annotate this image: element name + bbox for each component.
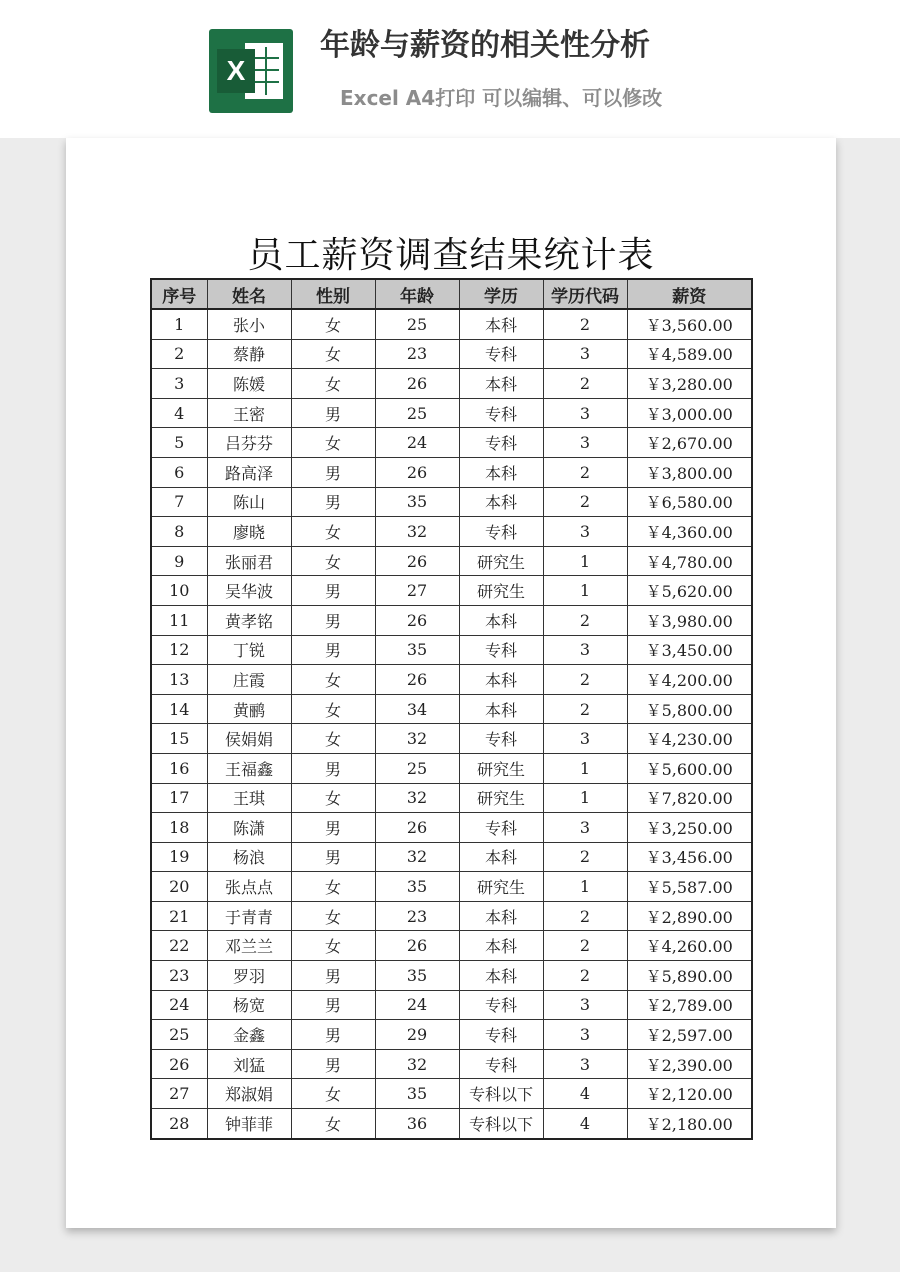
- table-cell: 男: [291, 990, 375, 1020]
- table-cell: ￥2,390.00: [627, 1049, 752, 1079]
- table-cell: 专科: [459, 724, 543, 754]
- table-cell: 25: [375, 753, 459, 783]
- table-cell: 金鑫: [207, 1020, 291, 1050]
- table-body: [151, 309, 752, 1139]
- table-cell: 杨宽: [207, 990, 291, 1020]
- table-cell: ￥6,580.00: [627, 487, 752, 517]
- table-cell: ￥4,360.00: [627, 517, 752, 547]
- table-cell: 16: [151, 753, 207, 783]
- table-cell: ￥7,820.00: [627, 783, 752, 813]
- table-cell: 26: [375, 665, 459, 695]
- table-cell: 22: [151, 931, 207, 961]
- table-cell: 3: [543, 724, 627, 754]
- table-cell: 研究生: [459, 753, 543, 783]
- table-row: [151, 487, 752, 517]
- table-cell: 3: [543, 1049, 627, 1079]
- table-cell: 专科以下: [459, 1079, 543, 1109]
- table-cell: 35: [375, 487, 459, 517]
- table-cell: 女: [291, 783, 375, 813]
- table-cell: ￥5,800.00: [627, 694, 752, 724]
- table-cell: 蔡静: [207, 339, 291, 369]
- table-cell: 研究生: [459, 872, 543, 902]
- table-cell: 女: [291, 694, 375, 724]
- table-cell: 专科: [459, 517, 543, 547]
- table-cell: 23: [151, 961, 207, 991]
- table-row: [151, 665, 752, 695]
- excel-logo-icon: [209, 29, 293, 113]
- table-cell: 25: [375, 398, 459, 428]
- table-cell: 1: [543, 546, 627, 576]
- table-cell: 36: [375, 1109, 459, 1139]
- table-row: [151, 1079, 752, 1109]
- table-cell: ￥2,890.00: [627, 901, 752, 931]
- table-cell: 23: [375, 339, 459, 369]
- table-row: [151, 901, 752, 931]
- table-cell: 女: [291, 309, 375, 339]
- table-row: [151, 931, 752, 961]
- table-cell: 男: [291, 961, 375, 991]
- table-row: [151, 1109, 752, 1139]
- table-cell: 26: [375, 457, 459, 487]
- table-cell: 9: [151, 546, 207, 576]
- table-cell: 于青青: [207, 901, 291, 931]
- table-cell: ￥4,589.00: [627, 339, 752, 369]
- table-cell: 专科: [459, 339, 543, 369]
- table-cell: 男: [291, 398, 375, 428]
- table-cell: 男: [291, 1049, 375, 1079]
- table-cell: 女: [291, 339, 375, 369]
- logo-grid-line: [265, 47, 267, 95]
- table-cell: 4: [543, 1079, 627, 1109]
- table-cell: 专科: [459, 1049, 543, 1079]
- table-row: [151, 605, 752, 635]
- table-cell: 8: [151, 517, 207, 547]
- table-cell: ￥3,456.00: [627, 842, 752, 872]
- table-row: [151, 783, 752, 813]
- table-cell: 27: [375, 576, 459, 606]
- table-cell: 研究生: [459, 783, 543, 813]
- table-cell: 专科: [459, 990, 543, 1020]
- table-cell: 19: [151, 842, 207, 872]
- table-cell: 本科: [459, 694, 543, 724]
- table-row: [151, 635, 752, 665]
- table-cell: 2: [543, 901, 627, 931]
- table-cell: 女: [291, 428, 375, 458]
- table-row: [151, 428, 752, 458]
- table-row: [151, 872, 752, 902]
- table-cell: 25: [151, 1020, 207, 1050]
- table-cell: 刘猛: [207, 1049, 291, 1079]
- table-row: [151, 457, 752, 487]
- table-cell: 12: [151, 635, 207, 665]
- table-cell: 陈潇: [207, 813, 291, 843]
- table-cell: 张点点: [207, 872, 291, 902]
- table-cell: 专科: [459, 428, 543, 458]
- table-cell: 2: [543, 665, 627, 695]
- table-cell: 3: [543, 813, 627, 843]
- table-cell: 男: [291, 813, 375, 843]
- table-row: [151, 694, 752, 724]
- table-cell: 女: [291, 724, 375, 754]
- table-row: [151, 813, 752, 843]
- table-cell: 张小: [207, 309, 291, 339]
- table-cell: 黄孝铭: [207, 605, 291, 635]
- table-cell: 29: [375, 1020, 459, 1050]
- table-cell: 26: [375, 813, 459, 843]
- table-cell: 专科: [459, 813, 543, 843]
- table-cell: 男: [291, 753, 375, 783]
- table-cell: 男: [291, 605, 375, 635]
- table-cell: ￥3,250.00: [627, 813, 752, 843]
- table-cell: 丁锐: [207, 635, 291, 665]
- table-cell: 本科: [459, 931, 543, 961]
- column-header: 姓名: [207, 279, 291, 309]
- table-cell: 钟菲菲: [207, 1109, 291, 1139]
- table-cell: 廖晓: [207, 517, 291, 547]
- table-cell: 13: [151, 665, 207, 695]
- table-row: [151, 724, 752, 754]
- page-subtitle: Excel A4打印 可以编辑、可以修改: [340, 86, 663, 110]
- table-cell: 23: [375, 901, 459, 931]
- table-cell: ￥5,890.00: [627, 961, 752, 991]
- logo-letter: X: [217, 49, 255, 93]
- table-cell: ￥4,200.00: [627, 665, 752, 695]
- table-cell: 10: [151, 576, 207, 606]
- table-cell: 1: [151, 309, 207, 339]
- table-cell: 女: [291, 546, 375, 576]
- table-cell: ￥2,789.00: [627, 990, 752, 1020]
- table-cell: 吕芬芬: [207, 428, 291, 458]
- table-cell: 专科: [459, 635, 543, 665]
- table-cell: 男: [291, 635, 375, 665]
- table-cell: 3: [543, 428, 627, 458]
- table-cell: ￥3,560.00: [627, 309, 752, 339]
- table-cell: 邓兰兰: [207, 931, 291, 961]
- table-cell: ￥2,670.00: [627, 428, 752, 458]
- table-cell: 2: [543, 605, 627, 635]
- table-cell: 专科以下: [459, 1109, 543, 1139]
- table-cell: 6: [151, 457, 207, 487]
- table-cell: 杨浪: [207, 842, 291, 872]
- column-header: 学历: [459, 279, 543, 309]
- table-cell: 男: [291, 576, 375, 606]
- header-banner: [0, 0, 900, 138]
- table-cell: 陈山: [207, 487, 291, 517]
- table-cell: 男: [291, 457, 375, 487]
- table-cell: 3: [543, 339, 627, 369]
- table-cell: 男: [291, 487, 375, 517]
- table-cell: ￥3,000.00: [627, 398, 752, 428]
- sheet-title: 员工薪资调查结果统计表: [247, 235, 655, 276]
- table-cell: ￥2,597.00: [627, 1020, 752, 1050]
- table-cell: 研究生: [459, 576, 543, 606]
- table-cell: 32: [375, 1049, 459, 1079]
- table-cell: 26: [375, 605, 459, 635]
- table-row: [151, 309, 752, 339]
- table-cell: 本科: [459, 665, 543, 695]
- table-cell: 1: [543, 576, 627, 606]
- table-cell: ￥2,120.00: [627, 1079, 752, 1109]
- table-cell: 25: [375, 309, 459, 339]
- table-cell: 32: [375, 842, 459, 872]
- table-cell: ￥3,800.00: [627, 457, 752, 487]
- table-row: [151, 339, 752, 369]
- table-cell: 35: [375, 1079, 459, 1109]
- table-row: [151, 546, 752, 576]
- table-cell: 男: [291, 842, 375, 872]
- table-cell: 女: [291, 369, 375, 399]
- table-cell: 本科: [459, 457, 543, 487]
- page-title: 年龄与薪资的相关性分析: [320, 28, 650, 63]
- table-cell: ￥2,180.00: [627, 1109, 752, 1139]
- table-cell: 20: [151, 872, 207, 902]
- table-cell: 4: [543, 1109, 627, 1139]
- table-cell: 本科: [459, 901, 543, 931]
- table-cell: 24: [375, 990, 459, 1020]
- table-row: [151, 369, 752, 399]
- table-cell: 王密: [207, 398, 291, 428]
- table-cell: 1: [543, 872, 627, 902]
- table-cell: ￥4,780.00: [627, 546, 752, 576]
- table-cell: 女: [291, 1079, 375, 1109]
- table-cell: 本科: [459, 309, 543, 339]
- table-cell: 研究生: [459, 546, 543, 576]
- table-cell: 7: [151, 487, 207, 517]
- table-cell: ￥3,980.00: [627, 605, 752, 635]
- table-cell: 28: [151, 1109, 207, 1139]
- table-cell: 26: [151, 1049, 207, 1079]
- table-cell: 27: [151, 1079, 207, 1109]
- table-cell: 女: [291, 665, 375, 695]
- table-header-row: [151, 279, 752, 309]
- column-header: 性别: [291, 279, 375, 309]
- table-cell: 3: [151, 369, 207, 399]
- table-cell: 2: [151, 339, 207, 369]
- table-cell: 陈媛: [207, 369, 291, 399]
- table-cell: 32: [375, 783, 459, 813]
- table-cell: 本科: [459, 842, 543, 872]
- table-cell: 男: [291, 1020, 375, 1050]
- table-cell: 18: [151, 813, 207, 843]
- table-cell: 26: [375, 369, 459, 399]
- table-cell: 35: [375, 635, 459, 665]
- table-cell: 34: [375, 694, 459, 724]
- table-cell: 2: [543, 694, 627, 724]
- table-cell: 专科: [459, 398, 543, 428]
- table-cell: ￥4,260.00: [627, 931, 752, 961]
- table-cell: 2: [543, 961, 627, 991]
- table-cell: 26: [375, 931, 459, 961]
- table-cell: 1: [543, 753, 627, 783]
- table-row: [151, 1049, 752, 1079]
- table-cell: 3: [543, 517, 627, 547]
- table-cell: 罗羽: [207, 961, 291, 991]
- table-cell: 1: [543, 783, 627, 813]
- table-cell: 女: [291, 872, 375, 902]
- table-row: [151, 1020, 752, 1050]
- table-cell: 15: [151, 724, 207, 754]
- table-cell: 2: [543, 931, 627, 961]
- column-header: 年龄: [375, 279, 459, 309]
- table-cell: 3: [543, 1020, 627, 1050]
- table-row: [151, 842, 752, 872]
- document-page: [66, 138, 836, 1228]
- table-cell: 侯娟娟: [207, 724, 291, 754]
- column-header: 序号: [151, 279, 207, 309]
- table-cell: 35: [375, 961, 459, 991]
- table-cell: 26: [375, 546, 459, 576]
- column-header: 薪资: [627, 279, 752, 309]
- table-cell: ￥3,450.00: [627, 635, 752, 665]
- table-cell: 4: [151, 398, 207, 428]
- column-header: 学历代码: [543, 279, 627, 309]
- table-cell: 17: [151, 783, 207, 813]
- table-row: [151, 961, 752, 991]
- table-cell: 王琪: [207, 783, 291, 813]
- table-cell: 14: [151, 694, 207, 724]
- salary-table: [150, 278, 753, 1140]
- table-cell: ￥5,587.00: [627, 872, 752, 902]
- table-cell: 2: [543, 309, 627, 339]
- table-cell: 2: [543, 842, 627, 872]
- table-cell: 本科: [459, 605, 543, 635]
- table-cell: 5: [151, 428, 207, 458]
- table-cell: 本科: [459, 961, 543, 991]
- table-row: [151, 398, 752, 428]
- table-cell: 专科: [459, 1020, 543, 1050]
- table-cell: 吴华波: [207, 576, 291, 606]
- table-cell: 11: [151, 605, 207, 635]
- table-row: [151, 517, 752, 547]
- table-cell: ￥4,230.00: [627, 724, 752, 754]
- table-cell: 黄鹂: [207, 694, 291, 724]
- table-cell: 郑淑娟: [207, 1079, 291, 1109]
- table-row: [151, 576, 752, 606]
- table-cell: 35: [375, 872, 459, 902]
- table-cell: 3: [543, 398, 627, 428]
- table-cell: 2: [543, 369, 627, 399]
- table-cell: 女: [291, 517, 375, 547]
- table-cell: 21: [151, 901, 207, 931]
- table-cell: 3: [543, 990, 627, 1020]
- table-cell: 张丽君: [207, 546, 291, 576]
- table-cell: ￥5,600.00: [627, 753, 752, 783]
- table-cell: 女: [291, 931, 375, 961]
- table-cell: 3: [543, 635, 627, 665]
- table-cell: 24: [151, 990, 207, 1020]
- table-cell: 24: [375, 428, 459, 458]
- table-cell: 女: [291, 1109, 375, 1139]
- table-cell: 王福鑫: [207, 753, 291, 783]
- table-cell: 本科: [459, 369, 543, 399]
- table-cell: 女: [291, 901, 375, 931]
- table-row: [151, 753, 752, 783]
- table-cell: ￥5,620.00: [627, 576, 752, 606]
- table-cell: 32: [375, 724, 459, 754]
- table-cell: 本科: [459, 487, 543, 517]
- table-cell: 2: [543, 487, 627, 517]
- table-cell: ￥3,280.00: [627, 369, 752, 399]
- table-row: [151, 990, 752, 1020]
- table-cell: 32: [375, 517, 459, 547]
- table-cell: 庄霞: [207, 665, 291, 695]
- table-cell: 2: [543, 457, 627, 487]
- table-cell: 路高泽: [207, 457, 291, 487]
